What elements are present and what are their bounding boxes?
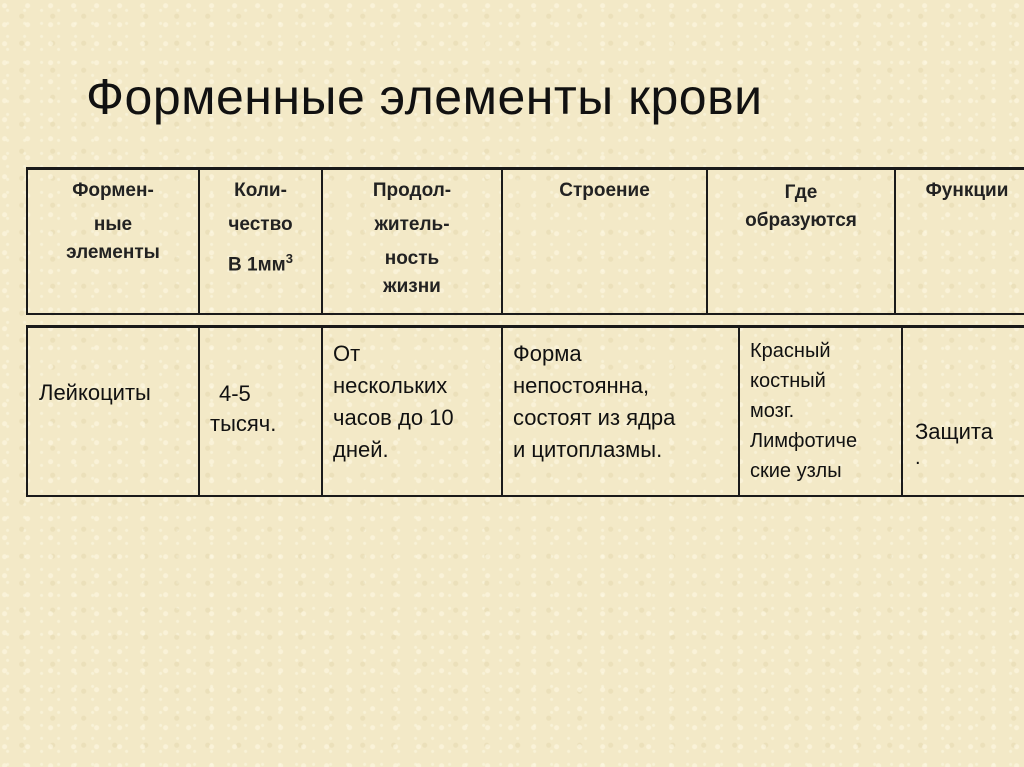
header-text: Строение (559, 180, 650, 201)
unit-superscript: 3 (285, 251, 293, 266)
cell-text: непостоянна, (513, 373, 650, 398)
header-text: жизни (383, 276, 441, 297)
cell-text: 4-5 (219, 381, 251, 406)
header-text: Коли- (234, 180, 287, 201)
header-text: ность (384, 248, 440, 269)
cell-text: костный (750, 370, 826, 392)
cell-text: Лейкоциты (39, 380, 151, 405)
unit-text: В 1мм (228, 254, 286, 276)
cell-lifespan (322, 327, 502, 497)
cell-text: часов до 10 (333, 405, 454, 430)
header-text: элементы (66, 242, 160, 263)
header-text: ные (93, 214, 133, 235)
cell-lines (740, 328, 901, 486)
header-cell-origin (707, 169, 895, 315)
cell-type (27, 327, 199, 497)
cell-structure (502, 327, 739, 497)
header-text: Формен- (72, 180, 154, 201)
cell-text: От (333, 341, 361, 366)
cell-text: Защита (915, 419, 993, 444)
cell-text: мозг. (750, 400, 795, 422)
cell-origin (739, 327, 902, 497)
cell-text: . (915, 447, 921, 469)
header-cell-functions (895, 169, 1024, 315)
cell-text: нескольких (333, 373, 448, 398)
cell-lines (323, 328, 501, 466)
cell-count (199, 327, 322, 497)
cell-text: Лимфотиче (750, 430, 858, 452)
cell-function (902, 327, 1024, 497)
slide-title: Форменные элементы крови (86, 69, 763, 125)
header-text: житель- (374, 214, 450, 235)
header-text: Продол- (372, 180, 452, 201)
cell-lines (503, 328, 738, 466)
header-text: Функции (925, 180, 1009, 201)
header-text: Где (784, 182, 818, 203)
header-text: образуются (745, 210, 857, 231)
cell-text: и цитоплазмы. (513, 437, 663, 462)
header-cell-count (199, 169, 322, 315)
header-cell-lifespan (322, 169, 502, 315)
header-cell-structure (502, 169, 707, 315)
header-cell-elements (27, 169, 199, 315)
cell-text: тысяч. (210, 411, 277, 436)
cell-text: состоят из ядра (513, 405, 676, 430)
header-text: чество (228, 214, 293, 235)
table-row (27, 327, 1024, 497)
cell-text: Форма (513, 341, 582, 366)
table-header (26, 167, 1024, 315)
cell-text: ские узлы (750, 460, 842, 482)
cell-text: Красный (750, 340, 831, 362)
cell-text: дней. (333, 437, 389, 462)
table-body (26, 325, 1024, 497)
header-text (200, 242, 321, 282)
